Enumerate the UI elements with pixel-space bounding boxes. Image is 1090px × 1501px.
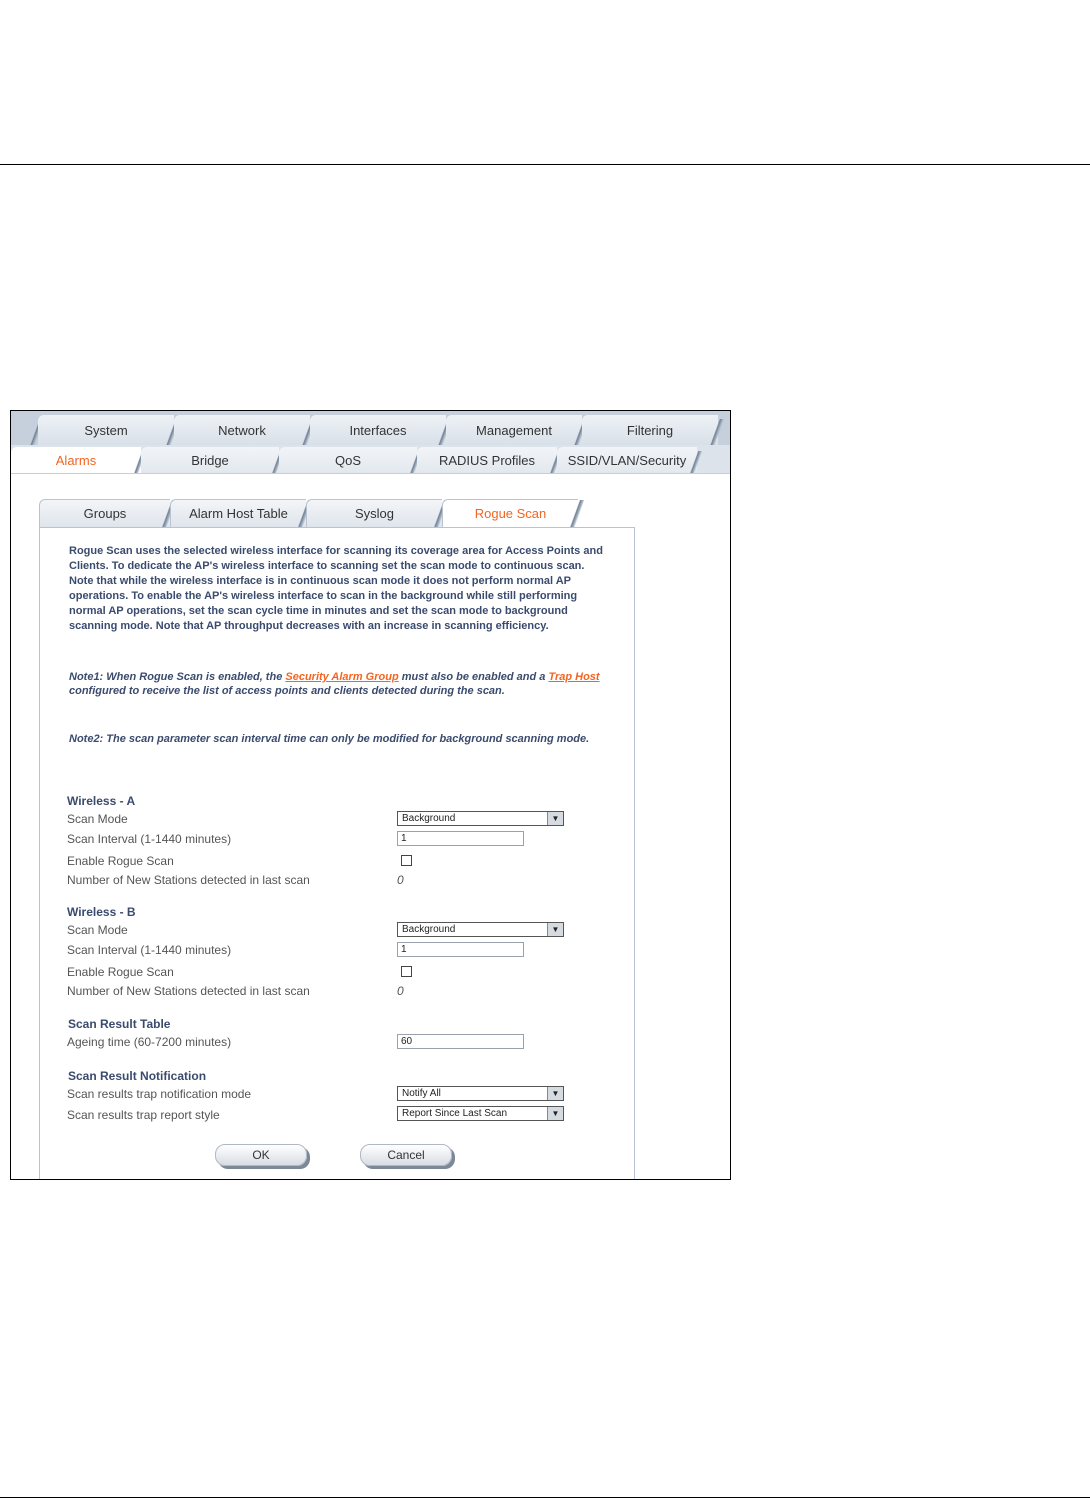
subtab-syslog[interactable]: Syslog (306, 499, 442, 527)
report-style-select[interactable] (397, 1106, 564, 1121)
tab-filtering[interactable]: Filtering (582, 415, 718, 445)
tab-alarms[interactable]: Alarms (11, 447, 141, 473)
note1-text: configured to receive the list of access points and clients detected during the scan. (69, 685, 505, 697)
subtab-groups[interactable]: Groups (39, 499, 170, 527)
tab-spacer (11, 415, 38, 445)
security-alarm-group-link[interactable]: Security Alarm Group (285, 671, 399, 683)
note1-text: Note1: When Rogue Scan is enabled, the (69, 671, 286, 683)
tab-ssid-vlan-security[interactable]: SSID/VLAN/Security (557, 447, 697, 473)
report-style-value: Report Since Last Scan (402, 1108, 508, 1119)
wireless-a-scan-mode-value: Background (402, 813, 456, 824)
wireless-a-scan-mode-label: Scan Mode (67, 812, 128, 826)
rogue-scan-description: Rogue Scan uses the selected wireless interface for scanning its coverage area for Access Points and Clients. To dedicate the AP's wireless interface to scanning set the scan mode to continuous scan. Note that while the wireless interface is in continuous scan mode it does not perform normal AP operations. To enable the AP's wireless interface to scan in the background while still performing normal AP operations, set the scan cycle time in minutes and set the scan mode to background scanning mode. Note that AP throughput decreases with an increase in scanning efficiency. (69, 545, 603, 632)
scan-result-notification-heading: Scan Result Notification (68, 1069, 207, 1083)
wireless-b-enable-checkbox[interactable] (401, 966, 412, 977)
tab-system[interactable]: System (38, 415, 174, 445)
scan-result-table-heading: Scan Result Table (68, 1017, 171, 1031)
notification-mode-label: Scan results trap notification mode (67, 1087, 252, 1101)
main-tabs (11, 411, 730, 445)
tab-bridge[interactable]: Bridge (141, 447, 279, 473)
chevron-down-icon: ▼ (547, 1087, 563, 1100)
wireless-b-scan-mode-value: Background (402, 924, 456, 935)
tab-network[interactable]: Network (174, 415, 310, 445)
report-style-label: Scan results trap report style (67, 1108, 220, 1122)
ap-web-interface (10, 410, 731, 1180)
sub-tabs-row2 (11, 445, 730, 474)
chevron-down-icon: ▼ (547, 1107, 563, 1120)
wireless-b-interval-input[interactable]: 1 (397, 942, 524, 957)
subtab-rogue-scan[interactable]: Rogue Scan (442, 499, 578, 527)
wireless-a-interval-label: Scan Interval (1-1440 minutes) (67, 832, 232, 846)
subtab-alarm-host-table[interactable]: Alarm Host Table (170, 499, 306, 527)
wireless-a-enable-checkbox[interactable] (401, 855, 412, 866)
note1 (69, 670, 609, 698)
cancel-button[interactable]: Cancel (360, 1144, 452, 1166)
wireless-a-interval-input[interactable]: 1 (397, 831, 524, 846)
wireless-a-scan-mode-select[interactable] (397, 811, 564, 826)
tab-interfaces[interactable]: Interfaces (310, 415, 446, 445)
wireless-b-enable-label: Enable Rogue Scan (67, 965, 174, 979)
wireless-b-scan-mode-select[interactable] (397, 922, 564, 937)
footer-rule (0, 1497, 1090, 1498)
wireless-a-heading: Wireless - A (67, 794, 136, 808)
ageing-time-label: Ageing time (60-7200 minutes) (67, 1035, 232, 1049)
wireless-b-scan-mode-label: Scan Mode (67, 923, 128, 937)
wireless-a-stations-value: 0 (397, 873, 404, 887)
ok-button[interactable]: OK (215, 1144, 307, 1166)
tab-qos[interactable]: QoS (279, 447, 417, 473)
note1-text: must also be enabled and a (398, 671, 549, 683)
wireless-a-enable-label: Enable Rogue Scan (67, 854, 174, 868)
notification-mode-select[interactable] (397, 1086, 564, 1101)
trap-host-link[interactable]: Trap Host (548, 671, 600, 683)
tab-management[interactable]: Management (446, 415, 582, 445)
notification-mode-value: Notify All (402, 1088, 441, 1099)
chevron-down-icon: ▼ (547, 923, 563, 936)
tab-radius-profiles[interactable]: RADIUS Profiles (417, 447, 557, 473)
header-rule (0, 164, 1090, 165)
alarm-subtabs (39, 497, 635, 527)
chevron-down-icon: ▼ (547, 812, 563, 825)
wireless-b-stations-label: Number of New Stations detected in last scan (67, 984, 310, 998)
note2: Note2: The scan parameter scan interval time can only be modified for background scanning mode. (69, 733, 590, 745)
wireless-b-heading: Wireless - B (67, 905, 136, 919)
wireless-b-stations-value: 0 (397, 984, 404, 998)
wireless-b-interval-label: Scan Interval (1-1440 minutes) (67, 943, 232, 957)
ageing-time-input[interactable]: 60 (397, 1034, 524, 1049)
wireless-a-stations-label: Number of New Stations detected in last scan (67, 873, 310, 887)
